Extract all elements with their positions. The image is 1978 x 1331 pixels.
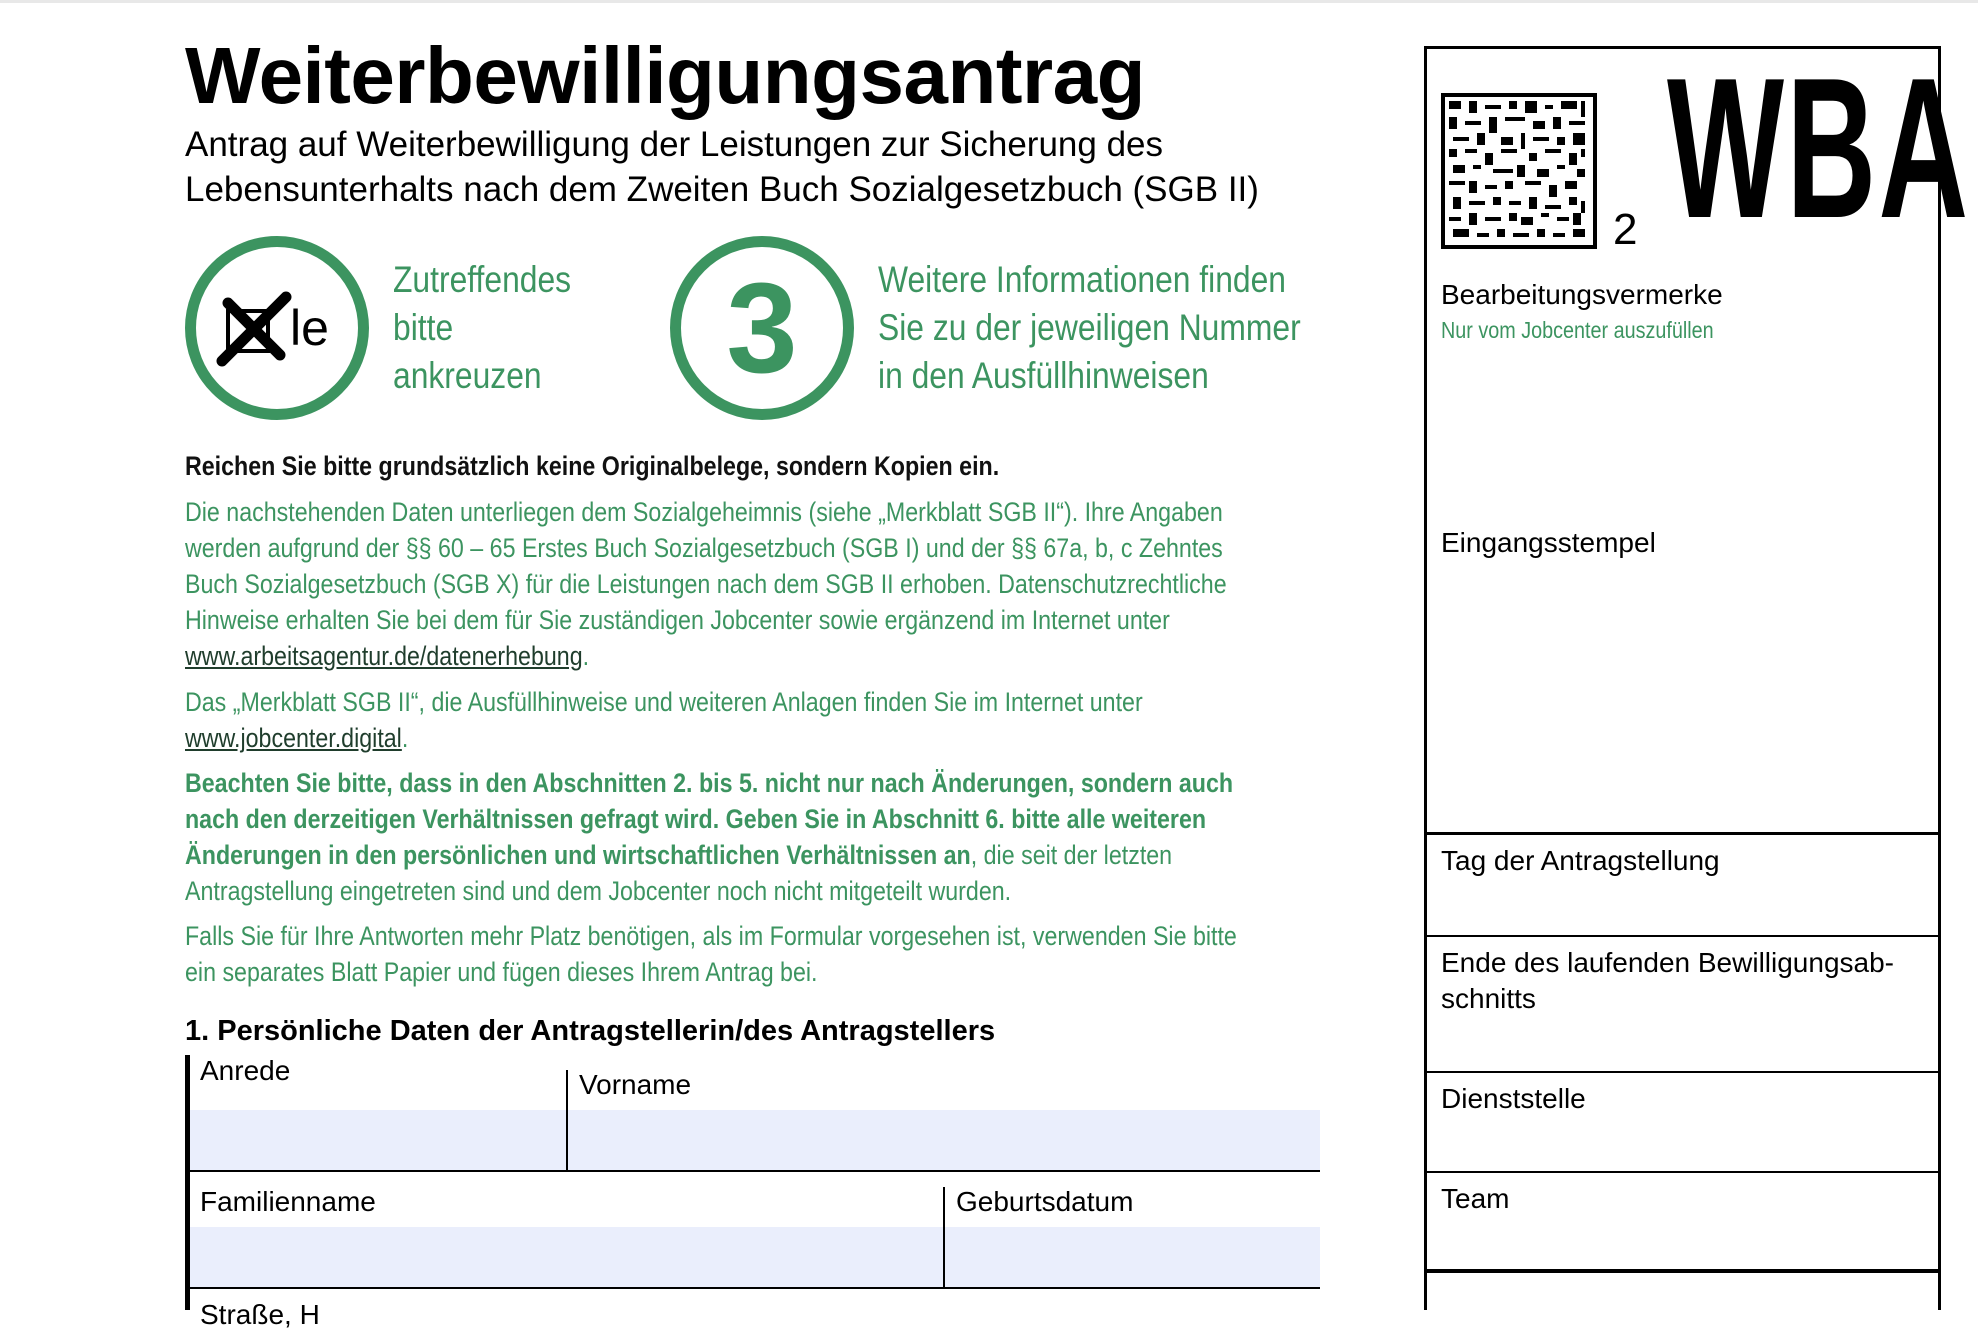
anrede-label: Anrede [200,1055,291,1086]
eingangsstempel-label: Eingangsstempel [1441,527,1656,558]
form-code: WBA [1667,37,1971,260]
geburtsdatum-field[interactable] [945,1227,1320,1287]
divider [1424,832,1941,835]
extra-space-paragraph: Falls Sie für Ihre Antworten mehr Platz benötigen, als im Formular vorgesehen ist, verwenden Sie bitte ein separates Blatt Papier und fügen dieses Ihrem Antrag bei. [185,921,1237,987]
cross-mark-icon [214,289,294,369]
divider [1424,1171,1941,1173]
divider [190,1287,1320,1289]
number-legend-icon [670,236,854,420]
jobcenter-link[interactable]: www.jobcenter.digital [185,723,402,753]
checkbox-legend-text: le [290,300,329,356]
vorname-label: Vorname [579,1069,692,1100]
copies-notice: Reichen Sie bitte grundsätzlich keine Originalbelege, sondern Kopien ein. [185,451,1000,481]
form-number: 2 [1613,205,1638,254]
divider [1424,1269,1941,1273]
dienststelle-label: Dienststelle [1441,1083,1586,1114]
vorname-field[interactable] [568,1110,1320,1170]
privacy-paragraph: Die nachstehenden Daten unterliegen dem Sozialgeheimnis (siehe „Merkblatt SGB II“). Ihre Angaben werden aufgrund der §§ 60 – 65 Erstes Buch Sozialgesetzbuch (SGB I) und der §§ 67a, b, c Zehntes Buch Sozialgesetzbuch (SGB X) für die Leistungen nach dem SGB II erhoben. Datenschutzrechtliche Hinweise erhalten Sie bei dem für Sie zuständigen Jobcenter sowie ergänzend im Internet unter www.arbeitsagentur.de/datenerhebung. [185,497,1227,671]
info-paragraph: Das „Merkblatt SGB II“, die Ausfüllhinweise und weiteren Anlagen finden Sie im Internet unter www.jobcenter.digital. [185,687,1143,753]
page-title: Weiterbewilligungsantrag [185,31,1145,120]
team-label: Team [1441,1183,1510,1214]
section-1-heading: 1. Persönliche Daten der Antragstellerin/des Antragstellers [185,1015,996,1047]
geburtsdatum-label: Geburtsdatum [956,1186,1134,1217]
familienname-label: Familienname [200,1186,376,1217]
jobcenter-only-note: Nur vom Jobcenter auszufüllen [1441,317,1714,343]
bewilligung-end-label: Ende des laufenden Bewilligungsab- schnitts [1441,947,1894,1014]
divider [190,1170,1320,1172]
datenerhebung-link[interactable]: www.arbeitsagentur.de/datenerhebung [185,641,583,671]
top-edge [0,0,1978,3]
number-legend-digit: 3 [726,256,798,400]
changes-paragraph: Beachten Sie bitte, dass in den Abschnitten 2. bis 5. nicht nur nach Änderungen, sondern auch nach den derzeitigen Verhältnissen gefragt wird. Geben Sie in Abschnitt 6. bitte alle weiteren Änderungen in den persönlichen und wirtschaftlichen Verhältnissen an, die seit der letzten Antragstellung eingetreten sind und dem Jobcenter noch nicht mitgeteilt wurden. [185,768,1234,906]
office-use-panel [1424,37,1971,1310]
checkbox-legend-icon [185,236,369,420]
divider [1424,1071,1941,1073]
number-legend-caption: Weitere Informationen finden Sie zu der jeweiligen Nummer in den Ausfüllhinweisen [878,259,1301,396]
checkbox-legend-caption: Zutreffendes bitte ankreuzen [393,259,572,396]
qr-code-icon [1441,93,1597,249]
antragstellung-date-label: Tag der Antragstellung [1441,845,1720,876]
strasse-label: Straße, H [200,1299,320,1330]
page-subtitle: Antrag auf Weiterbewilligung der Leistungen zur Sicherung des Lebensunterhalts nach dem Zweiten Buch Sozialgesetzbuch (SGB II) [185,125,1259,209]
anrede-field[interactable] [190,1110,566,1170]
divider [1424,935,1941,937]
familienname-field[interactable] [190,1227,943,1287]
bearbeitungsvermerke-label: Bearbeitungsvermerke [1441,279,1723,310]
personal-data-form [185,1055,1320,1330]
